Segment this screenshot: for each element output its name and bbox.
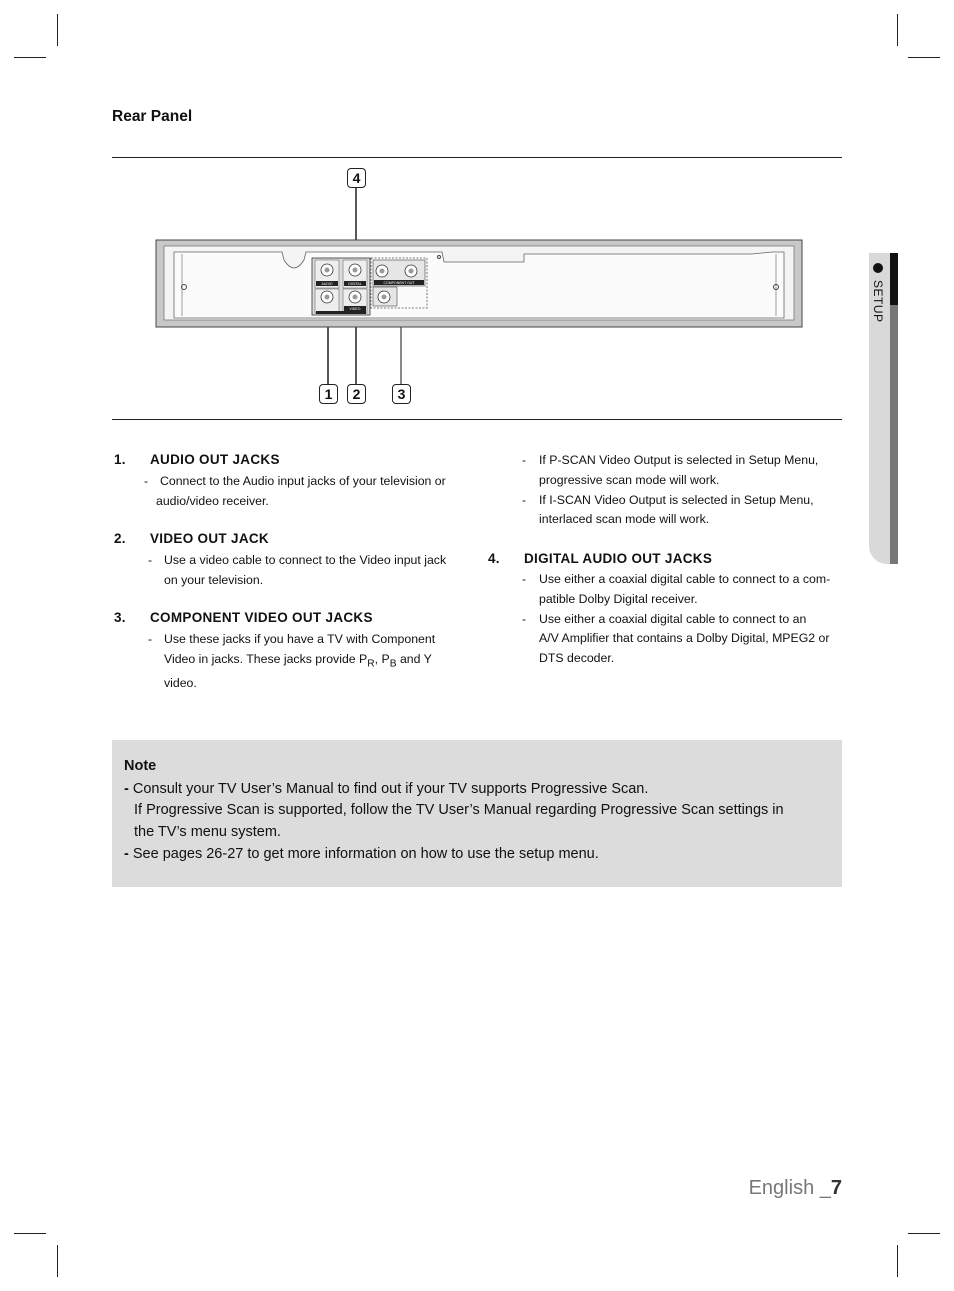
item-number: 3. — [114, 610, 126, 625]
note-text: Consult your TV User’s Manual to find out if your TV supports Progressive Scan. — [132, 781, 649, 797]
item-title: COMPONENT VIDEO OUT JACKS — [150, 610, 373, 625]
bullet-line: Use a video cable to connect to the Video input jack — [164, 553, 447, 567]
item-title: DIGITAL AUDIO OUT JACKS — [524, 551, 713, 566]
callout-4: 4 — [347, 168, 366, 188]
note-line: the TV’s menu system. — [134, 824, 281, 840]
bullet-text: and Y — [396, 651, 432, 666]
bullet-dash: - — [144, 474, 149, 488]
bullet-text: , P — [374, 651, 390, 666]
bullet-line: If I-SCAN Video Output is selected in Setup Menu, — [539, 492, 814, 507]
bullet-line — [114, 650, 474, 674]
bullet-line: video. — [164, 676, 197, 691]
note-title: Note — [124, 758, 157, 774]
bullet-text: Video in jacks. These jacks provide P — [164, 651, 368, 666]
bullet-line: Use either a coaxial digital cable to connect to a com- — [539, 572, 831, 586]
note-text: See pages 26-27 to get more information on how to use the setup menu. — [132, 846, 599, 862]
item-number: 1. — [114, 452, 126, 467]
bullet-line: on your television. — [164, 572, 264, 587]
item-component-video-out — [114, 610, 474, 694]
bullet-line: Connect to the Audio input jacks of your television or — [160, 474, 446, 488]
note-dash: - — [124, 846, 129, 862]
item-heading — [114, 610, 474, 628]
note-dash: - — [124, 781, 129, 797]
item-audio-out — [114, 452, 474, 512]
callout-1: 1 — [319, 384, 338, 404]
side-tab-label: SETUP — [871, 280, 885, 323]
bullet-dash: - — [522, 492, 527, 507]
bullet-line: interlaced scan mode will work. — [539, 512, 710, 527]
bullet-dash: - — [148, 553, 153, 567]
bullet-dash: - — [522, 611, 527, 626]
section-title: Rear Panel — [112, 108, 193, 125]
item-digital-audio-out — [488, 551, 848, 669]
callout-3: 3 — [392, 384, 411, 404]
item-bullet — [488, 570, 848, 610]
note-line — [124, 844, 824, 866]
crop-mark — [908, 57, 940, 58]
bullet-line: DTS decoder. — [539, 651, 615, 666]
item-bullet — [488, 451, 848, 491]
subscript-b: B — [389, 658, 397, 670]
item-bullet — [114, 472, 474, 512]
subscript-r: R — [367, 658, 375, 670]
item-number: 2. — [114, 531, 126, 546]
bullet-dash: - — [148, 632, 153, 646]
divider-top — [112, 157, 842, 158]
divider-bottom — [112, 419, 842, 420]
bullet-line: progressive scan mode will work. — [539, 472, 720, 487]
crop-mark — [14, 1233, 46, 1234]
item-heading — [114, 531, 474, 549]
crop-mark — [57, 1245, 58, 1277]
item-heading — [114, 452, 474, 470]
item-video-out — [114, 531, 474, 591]
side-tab-bar-highlight — [890, 253, 898, 305]
page-number: 7 — [830, 1177, 842, 1199]
rear-panel-diagram — [112, 160, 842, 418]
item-bullet — [114, 630, 474, 694]
crop-mark — [908, 1233, 940, 1234]
bullet-line: If P-SCAN Video Output is selected in Setup Menu, — [539, 453, 819, 467]
bullet-line: audio/video receiver. — [156, 493, 269, 508]
item-bullet — [488, 491, 848, 531]
item-number: 4. — [488, 551, 500, 566]
callout-2: 2 — [347, 384, 366, 404]
note-line: If Progressive Scan is supported, follow the TV User’s Manual regarding Progressive Scan settings in — [134, 802, 784, 818]
crop-mark — [897, 1245, 898, 1277]
crop-mark — [897, 14, 898, 46]
item-scan-notes — [488, 451, 848, 530]
item-title: VIDEO OUT JACK — [150, 531, 269, 546]
item-bullet — [488, 610, 848, 669]
page-footer — [749, 1177, 842, 1200]
video-label: VIDEO — [349, 307, 361, 311]
bullet-line: Use either a coaxial digital cable to connect to an — [539, 611, 807, 626]
bullet-dash: - — [522, 572, 527, 586]
note-box — [112, 740, 842, 887]
component-label: COMPONENT OUT — [383, 281, 415, 285]
crop-mark — [57, 14, 58, 46]
item-heading — [488, 551, 848, 569]
bullet-line: patible Dolby Digital receiver. — [539, 591, 698, 606]
item-title: AUDIO OUT JACKS — [150, 452, 280, 467]
audio-label: AUDIO — [321, 282, 333, 286]
bullet-line: A/V Amplifier that contains a Dolby Digital, MPEG2 or — [539, 631, 830, 646]
bullet-dash: - — [522, 453, 527, 467]
footer-language: English _ — [748, 1177, 831, 1199]
digital-label: DIGITAL — [348, 282, 362, 286]
bullet-line: Use these jacks if you have a TV with Component — [164, 632, 436, 646]
note-line — [124, 779, 824, 801]
item-bullet — [114, 551, 474, 591]
crop-mark — [14, 57, 46, 58]
side-tab-bullet-icon — [873, 263, 883, 273]
